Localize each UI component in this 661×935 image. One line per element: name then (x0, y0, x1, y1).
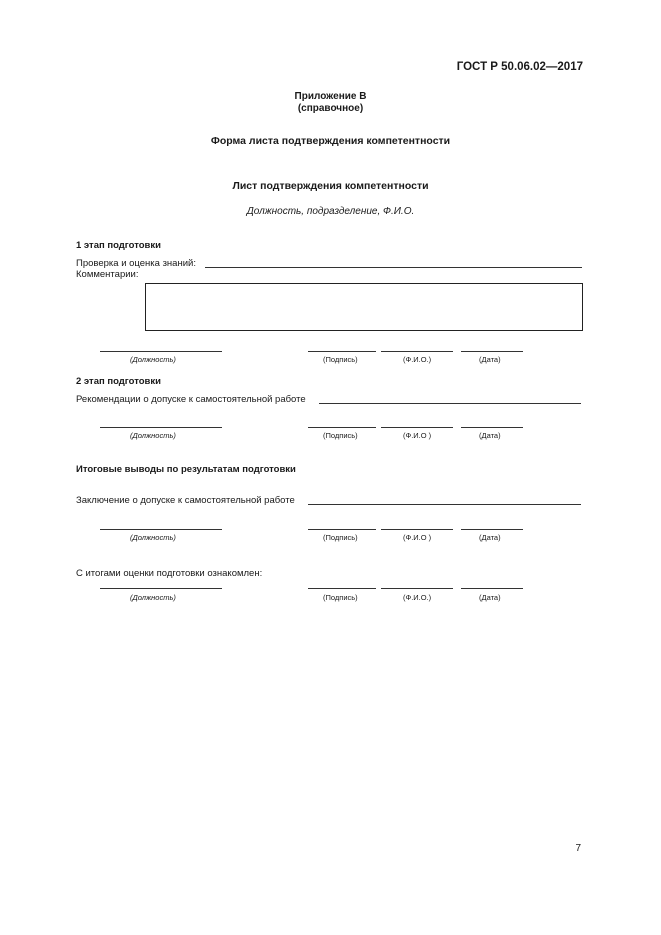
date-caption: (Дата) (479, 355, 501, 364)
position-caption: (Должность) (130, 355, 176, 364)
date-line[interactable] (461, 529, 523, 530)
name-line[interactable] (381, 529, 453, 530)
comments-label: Комментарии: (76, 269, 139, 280)
position-caption: (Должность) (130, 431, 176, 440)
position-caption: (Должность) (130, 593, 176, 602)
signature-caption: (Подпись) (323, 533, 358, 542)
page-number: 7 (575, 843, 581, 854)
position-line[interactable] (100, 427, 222, 428)
form-title: Форма листа подтверждения компетентности (210, 135, 451, 147)
name-line[interactable] (381, 351, 453, 352)
recommendation-line[interactable] (319, 403, 581, 404)
knowledge-check-label: Проверка и оценка знаний: (76, 258, 196, 269)
signature-line[interactable] (308, 529, 376, 530)
date-line[interactable] (461, 427, 523, 428)
recommendation-label: Рекомендации о допуске к самостоятельной работе (76, 394, 306, 405)
annex-title: Приложение В (294, 91, 367, 102)
position-line[interactable] (100, 588, 222, 589)
name-caption: (Ф.И.О ) (403, 431, 432, 440)
name-line[interactable] (381, 427, 453, 428)
stage2-heading: 2 этап подготовки (76, 376, 161, 387)
signature-caption: (Подпись) (323, 355, 358, 364)
date-line[interactable] (461, 351, 523, 352)
name-caption: (Ф.И.О.) (403, 355, 432, 364)
conclusion-label: Заключение о допуске к самостоятельной работе (76, 495, 295, 506)
signature-caption: (Подпись) (323, 593, 358, 602)
signature-caption: (Подпись) (323, 431, 358, 440)
stage1-heading: 1 этап подготовки (76, 240, 161, 251)
date-caption: (Дата) (479, 533, 501, 542)
knowledge-check-line[interactable] (205, 267, 582, 268)
name-caption: (Ф.И.О ) (403, 533, 432, 542)
comments-box[interactable] (145, 283, 583, 331)
position-caption: (Должность) (130, 533, 176, 542)
date-caption: (Дата) (479, 431, 501, 440)
conclusion-line[interactable] (308, 504, 581, 505)
name-line[interactable] (381, 588, 453, 589)
sheet-title: Лист подтверждения компетентности (232, 180, 429, 192)
sheet-subtitle: Должность, подразделение, Ф.И.О. (246, 206, 415, 217)
position-line[interactable] (100, 351, 222, 352)
signature-line[interactable] (308, 351, 376, 352)
signature-line[interactable] (308, 588, 376, 589)
signature-line[interactable] (308, 427, 376, 428)
annex-kind: (справочное) (297, 103, 364, 114)
date-caption: (Дата) (479, 593, 501, 602)
position-line[interactable] (100, 529, 222, 530)
final-heading: Итоговые выводы по результатам подготовки (76, 464, 296, 475)
date-line[interactable] (461, 588, 523, 589)
standard-code: ГОСТ Р 50.06.02—2017 (456, 61, 583, 73)
name-caption: (Ф.И.О.) (403, 593, 432, 602)
acquainted-label: С итогами оценки подготовки ознакомлен: (76, 568, 263, 579)
